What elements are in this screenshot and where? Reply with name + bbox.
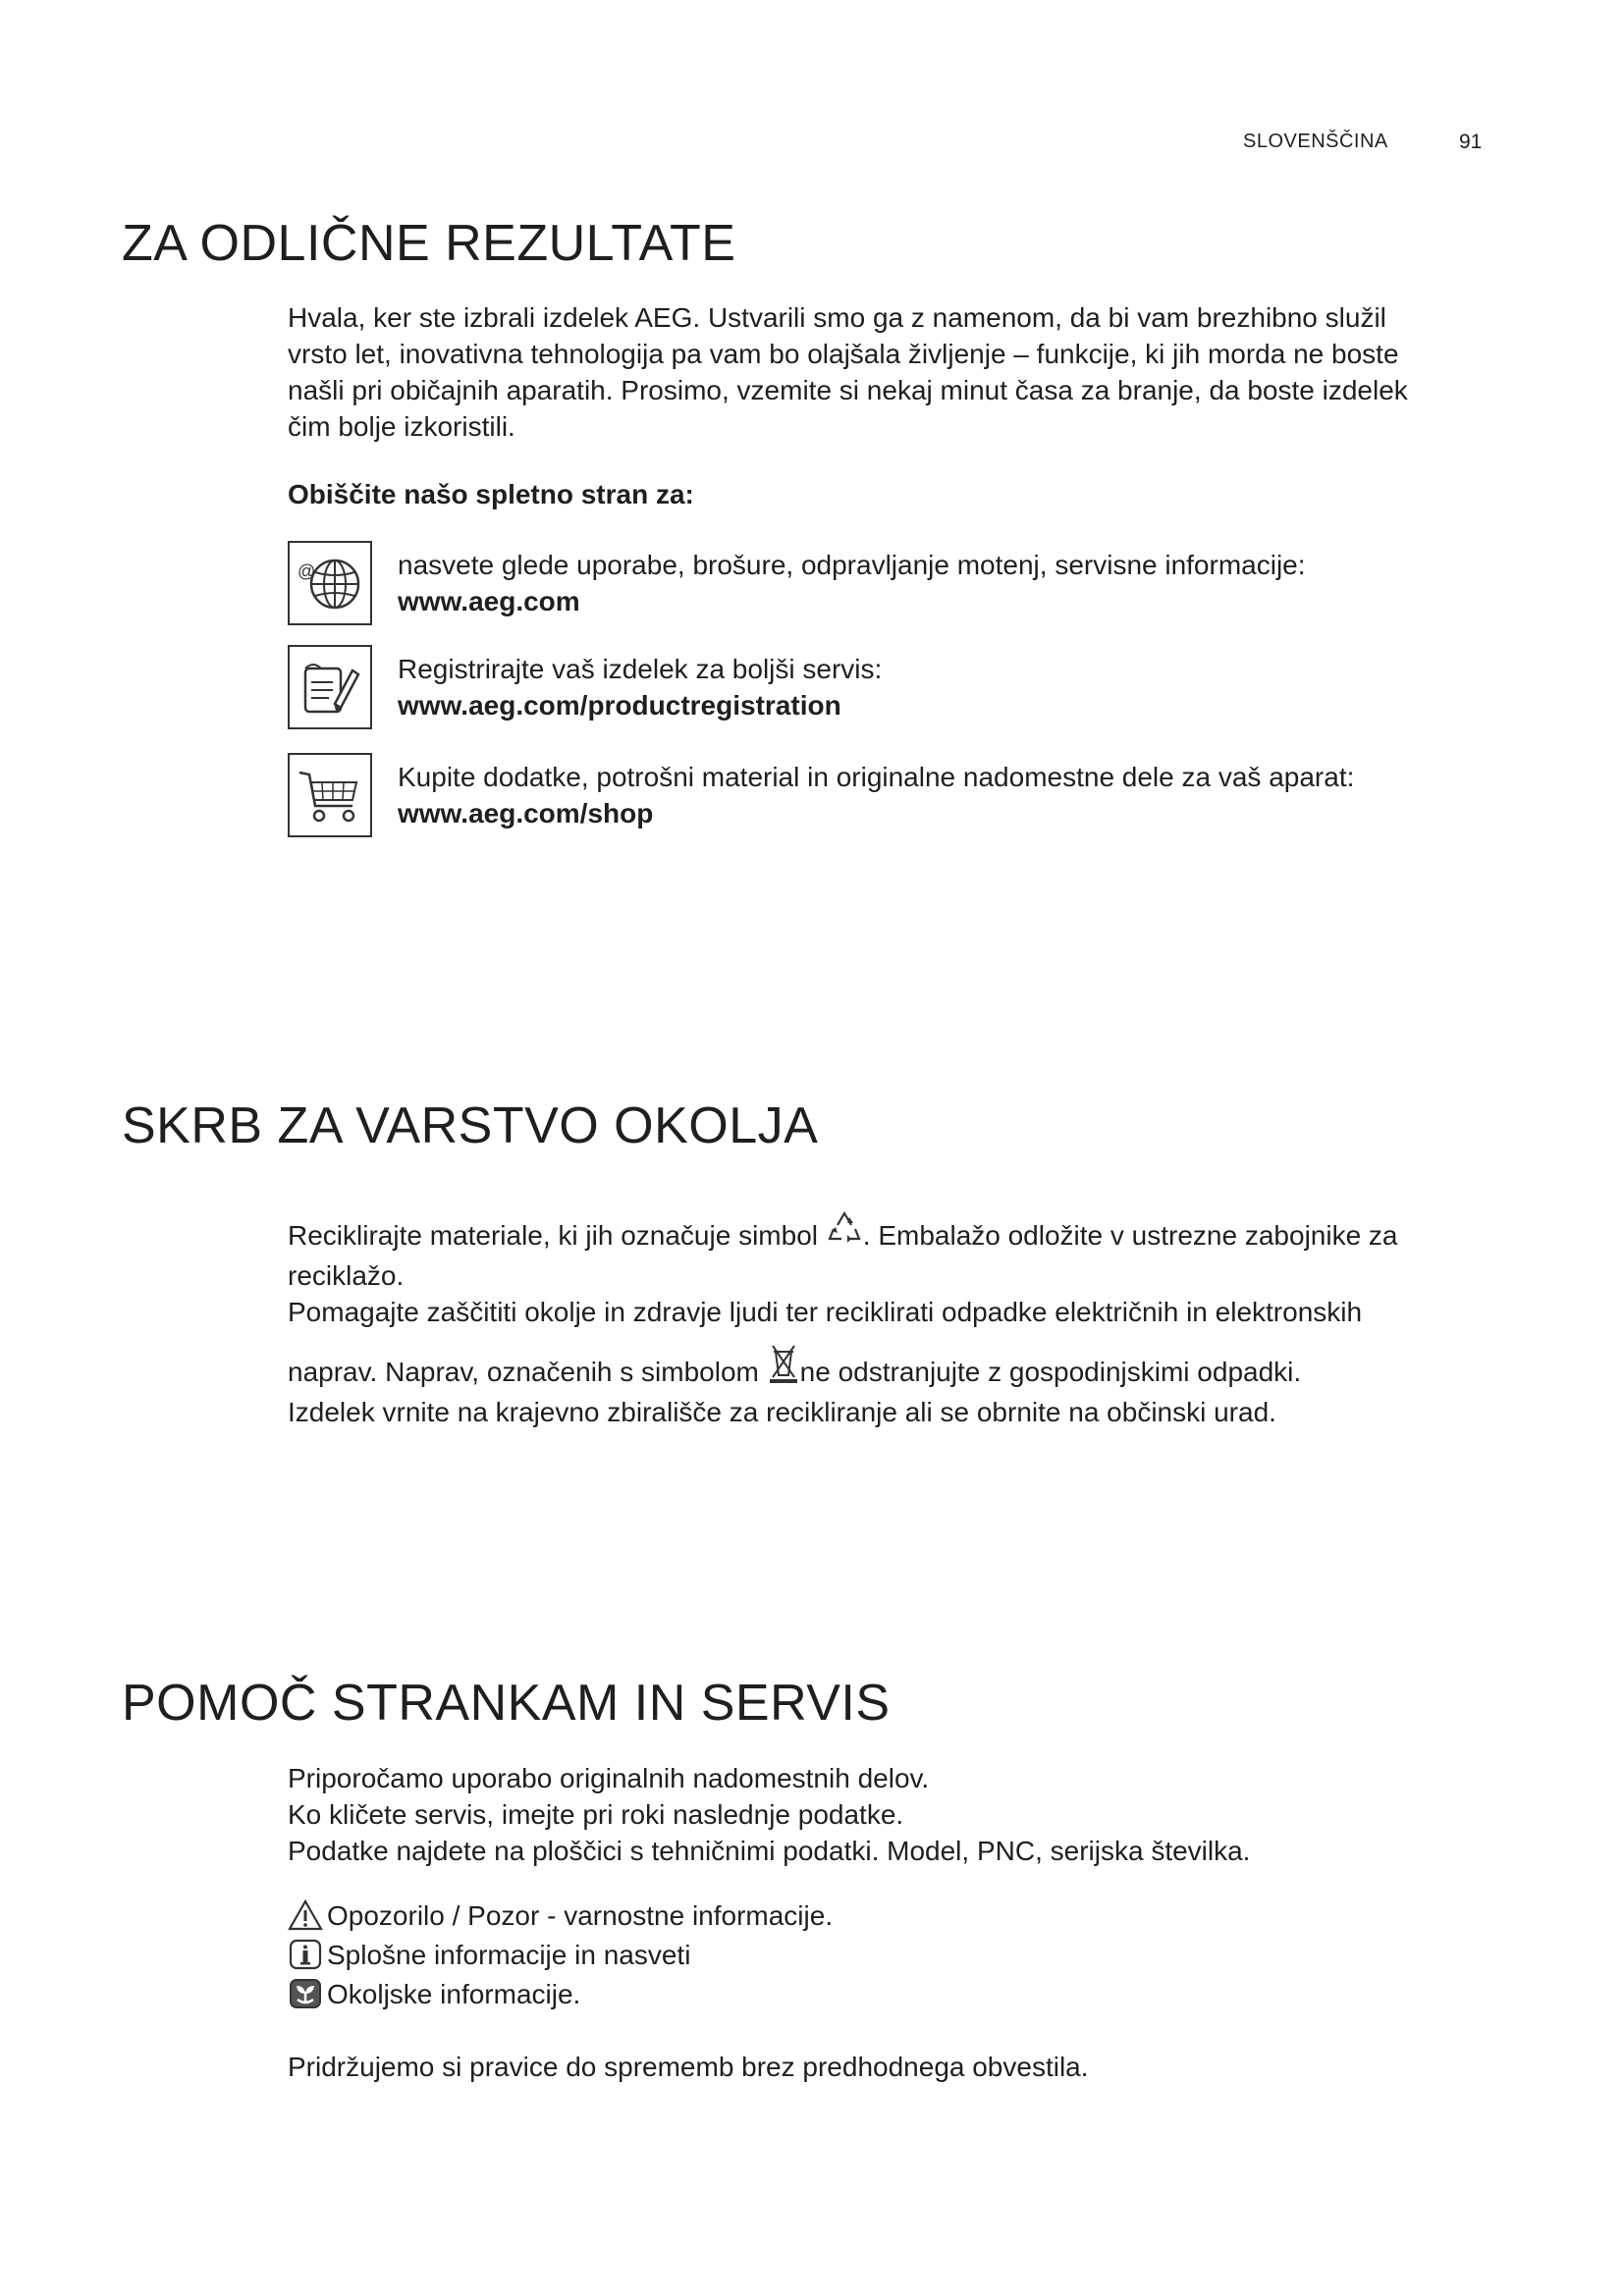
- service-paragraph: [288, 1760, 1250, 1869]
- environment-line: reciklažo.: [288, 1260, 405, 1291]
- header-language: SLOVENŠČINA: [1243, 131, 1388, 152]
- legend-text: Okoljske informacije.: [327, 1979, 581, 2009]
- crossed-bin-icon: [767, 1342, 800, 1394]
- environment-line: [288, 1342, 1398, 1394]
- svg-text:@: @: [298, 561, 316, 581]
- intro-line: Hvala, ker ste izbrali izdelek AEG. Ustvarili smo ga z namenom, da bi vam brezhibno služil: [288, 302, 1386, 333]
- environment-text: . Embalažo odložite v ustrezne zabojnike za: [862, 1220, 1398, 1251]
- link-row-support: [288, 541, 1417, 629]
- environment-icon: [288, 1978, 323, 2009]
- warning-icon: [288, 1899, 323, 1931]
- environment-paragraph: [288, 1209, 1398, 1430]
- environment-text: naprav. Naprav, označenih s simbolom: [288, 1357, 759, 1387]
- environment-text: Reciklirajte materiale, ki jih označuje simbol: [288, 1220, 818, 1251]
- environment-line: [288, 1209, 1398, 1257]
- closing-note: Pridržujemo si pravice do sprememb brez predhodnega obvestila.: [288, 2052, 1089, 2082]
- legend-text: Splošne informacije in nasveti: [327, 1940, 691, 1970]
- link-description: Kupite dodatke, potrošni material in originalne nadomestne dele za vaš aparat:: [398, 762, 1355, 792]
- legend-text: Opozorilo / Pozor - varnostne informacije.: [327, 1900, 834, 1931]
- environment-line: Pomagajte zaščititi okolje in zdravje ljudi ter reciklirati odpadke električnih in elektronskih: [288, 1297, 1363, 1327]
- link-text-shop: [398, 759, 1354, 831]
- recycle-icon: [826, 1209, 863, 1257]
- page-number: 91: [1459, 131, 1483, 153]
- service-line: Priporočamo uporabo originalnih nadomestnih delov.: [288, 1763, 930, 1793]
- environment-text: ne odstranjujte z gospodinjskimi odpadki.: [799, 1357, 1302, 1387]
- section-title-results: ZA ODLIČNE REZULTATE: [122, 215, 736, 272]
- globe-icon: [288, 541, 372, 625]
- link-description: Registrirajte vaš izdelek za boljši servis:: [398, 654, 883, 684]
- link-url-shop[interactable]: www.aeg.com/shop: [398, 798, 654, 828]
- link-row-shop: [288, 753, 1417, 841]
- service-line: Podatke najdete na ploščici s tehničnimi podatki. Model, PNC, serijska številka.: [288, 1836, 1251, 1866]
- intro-line: vrsto let, inovativna tehnologija pa vam bo olajšala življenje – funkcije, ki jih morda ne boste: [288, 339, 1399, 369]
- legend-item-warning: [288, 1897, 833, 1934]
- visit-heading: Obiščite našo spletno stran za:: [288, 479, 694, 509]
- link-url-registration[interactable]: www.aeg.com/productregistration: [398, 690, 841, 721]
- registration-icon: [288, 645, 372, 729]
- intro-paragraph: [288, 299, 1408, 445]
- link-row-registration: [288, 645, 1417, 733]
- service-line: Ko kličete servis, imejte pri roki naslednje podatke.: [288, 1799, 904, 1830]
- link-url-aeg[interactable]: www.aeg.com: [398, 586, 580, 616]
- link-description: nasvete glede uporabe, brošure, odpravljanje motenj, servisne informacije:: [398, 550, 1306, 580]
- legend-item-info: [288, 1937, 690, 1973]
- intro-line: čim bolje izkoristili.: [288, 411, 515, 442]
- link-text-support: [398, 547, 1306, 619]
- intro-line: našli pri običajnih aparatih. Prosimo, vzemite si nekaj minut časa za branje, da boste izdelek: [288, 375, 1408, 405]
- section-title-service: POMOČ STRANKAM IN SERVIS: [122, 1675, 891, 1732]
- environment-line: Izdelek vrnite na krajevno zbirališče za recikliranje ali se obrnite na občinski urad.: [288, 1397, 1276, 1427]
- info-icon: [288, 1939, 323, 1970]
- section-title-environment: SKRB ZA VARSTVO OKOLJA: [122, 1097, 819, 1154]
- link-text-registration: [398, 651, 882, 723]
- legend-item-environment: [288, 1976, 580, 2012]
- shopping-cart-icon: [288, 753, 372, 837]
